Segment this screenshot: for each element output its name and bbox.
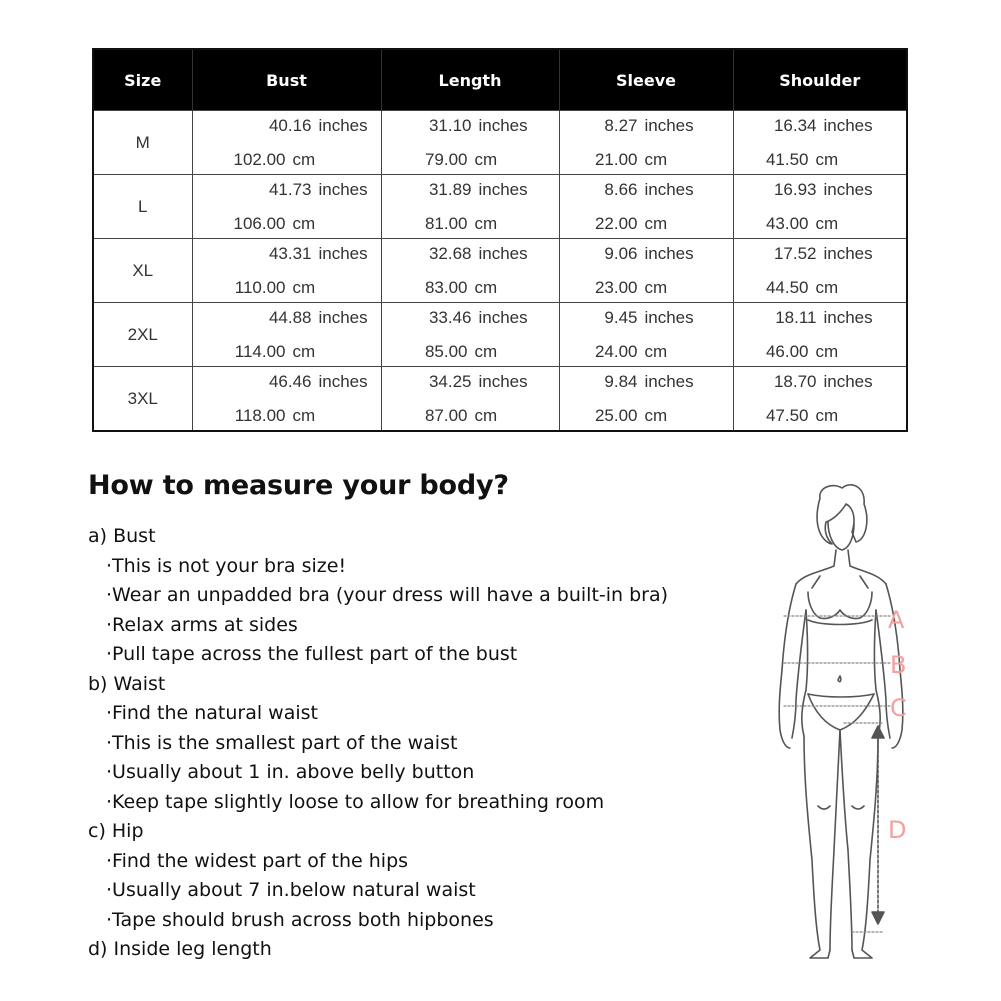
tip-text: Find the natural waist	[112, 702, 318, 724]
section-label: b) Waist	[88, 672, 166, 695]
sleeve-inches-value: 9.84	[604, 371, 638, 391]
sleeve-cm-value: 23.00	[594, 277, 638, 297]
bust-cell	[192, 367, 381, 432]
unit-cm: cm	[292, 405, 316, 425]
tip-item	[88, 906, 738, 936]
shoulder-inches-value: 16.34	[773, 115, 817, 135]
unit-cm: cm	[474, 341, 498, 361]
unit-cm: cm	[815, 213, 839, 233]
length-cm-value: 85.00	[424, 341, 468, 361]
guide-title: How to measure your body?	[88, 470, 509, 501]
tip-item	[88, 729, 738, 759]
tip-item	[88, 758, 738, 788]
tip-item	[88, 611, 738, 641]
unit-cm: cm	[815, 277, 839, 297]
length-cm-value: 87.00	[424, 405, 468, 425]
tip-item	[88, 788, 738, 818]
bust-cm-value: 110.00	[234, 277, 286, 297]
bust-cell	[192, 175, 381, 239]
tip-text: Usually about 1 in. above belly button	[112, 761, 475, 783]
unit-inches: inches	[644, 371, 694, 391]
sleeve-cell	[559, 111, 733, 175]
unit-cm: cm	[644, 341, 668, 361]
unit-cm: cm	[474, 277, 498, 297]
table-row	[93, 175, 907, 239]
unit-inches: inches	[318, 179, 368, 199]
sleeve-inches-value: 8.66	[604, 179, 638, 199]
section-label: d) Inside leg length	[88, 938, 272, 960]
shoulder-cell	[733, 303, 907, 367]
bust-cell	[192, 239, 381, 303]
shoulder-cm-value: 47.50	[765, 405, 809, 425]
unit-inches: inches	[478, 371, 528, 391]
tip-item	[88, 552, 738, 582]
shoulder-inches-value: 17.52	[773, 243, 817, 263]
length-cell	[381, 367, 559, 432]
bust-cm-value: 106.00	[233, 213, 286, 233]
table-row	[93, 303, 907, 367]
tip-item	[88, 876, 738, 906]
length-cell	[381, 111, 559, 175]
sleeve-inches-value: 9.45	[604, 307, 638, 327]
tip-text: Wear an unpadded bra (your dress will have a built-in bra)	[112, 584, 669, 606]
shoulder-cm-value: 41.50	[765, 149, 809, 169]
table-row	[93, 239, 907, 303]
length-inches-value: 31.10	[428, 115, 472, 135]
header-shoulder: Shoulder	[733, 49, 907, 111]
body-outline-icon	[760, 480, 960, 980]
unit-cm: cm	[644, 149, 668, 169]
unit-inches: inches	[318, 243, 368, 263]
tip-text: Pull tape across the fullest part of the bust	[112, 643, 518, 665]
sleeve-cm-value: 24.00	[594, 341, 638, 361]
table-header-row	[93, 49, 907, 111]
unit-cm: cm	[815, 149, 839, 169]
unit-inches: inches	[478, 307, 528, 327]
unit-cm: cm	[474, 405, 498, 425]
size-chart-table	[92, 48, 908, 432]
section-label: c) Hip	[88, 820, 144, 842]
bust-cm-value: 118.00	[234, 405, 286, 425]
sleeve-cell	[559, 367, 733, 432]
shoulder-cm-value: 43.00	[765, 213, 809, 233]
length-inches-value: 31.89	[428, 179, 472, 199]
tip-text: Find the widest part of the hips	[112, 849, 409, 872]
unit-inches: inches	[823, 371, 873, 391]
length-cell	[381, 175, 559, 239]
bust-cell	[192, 111, 381, 175]
bust-cm-value: 114.00	[234, 341, 286, 361]
unit-inches: inches	[644, 243, 694, 263]
tip-item	[88, 699, 738, 729]
unit-inches: inches	[644, 179, 694, 199]
table-row	[93, 111, 907, 175]
unit-inches: inches	[823, 243, 873, 263]
size-label: 3XL	[93, 367, 192, 432]
unit-inches: inches	[823, 307, 873, 327]
unit-inches: inches	[478, 243, 528, 263]
length-inches-value: 34.25	[428, 371, 472, 391]
bust-inches-value: 46.46	[268, 371, 312, 391]
sleeve-inches-value: 8.27	[604, 115, 638, 135]
unit-inches: inches	[823, 115, 873, 135]
unit-cm: cm	[815, 405, 839, 425]
bust-inches-value: 43.31	[268, 243, 312, 263]
shoulder-inches-value: 16.93	[773, 179, 817, 199]
unit-inches: inches	[318, 371, 368, 391]
letter-c: C	[890, 694, 907, 722]
shoulder-inches-value: 18.70	[773, 371, 817, 391]
tip-text: Usually about 7 in.below natural waist	[112, 879, 476, 901]
sleeve-inches-value: 9.06	[604, 243, 638, 263]
shoulder-cm-value: 46.00	[765, 341, 809, 361]
unit-cm: cm	[292, 341, 316, 361]
unit-inches: inches	[318, 307, 368, 327]
tip-item	[88, 640, 738, 670]
letter-d: D	[888, 816, 907, 844]
size-label: L	[93, 175, 192, 239]
length-inches-value: 32.68	[428, 243, 472, 263]
length-cell	[381, 303, 559, 367]
unit-cm: cm	[815, 341, 839, 361]
bust-cell	[192, 303, 381, 367]
bust-inches-value: 40.16	[268, 115, 312, 135]
unit-cm: cm	[644, 213, 668, 233]
sleeve-cm-value: 22.00	[594, 213, 638, 233]
shoulder-cell	[733, 111, 907, 175]
sleeve-cell	[559, 239, 733, 303]
unit-inches: inches	[478, 179, 528, 199]
bust-inches-value: 44.88	[268, 307, 312, 327]
unit-inches: inches	[823, 179, 873, 199]
tip-text: This is not your bra size!	[112, 554, 347, 577]
shoulder-cell	[733, 175, 907, 239]
sleeve-cell	[559, 303, 733, 367]
unit-cm: cm	[292, 149, 316, 169]
bust-cm-value: 102.00	[233, 149, 286, 169]
header-bust: Bust	[192, 49, 381, 111]
tip-text: Relax arms at sides	[112, 613, 298, 636]
size-label: 2XL	[93, 303, 192, 367]
tip-item	[88, 581, 738, 611]
shoulder-inches-value: 18.11	[775, 307, 817, 327]
header-sleeve: Sleeve	[559, 49, 733, 111]
header-length: Length	[381, 49, 559, 111]
unit-inches: inches	[644, 115, 694, 135]
section-label: a) Bust	[88, 525, 156, 547]
shoulder-cm-value: 44.50	[765, 277, 809, 297]
tip-item	[88, 847, 738, 877]
length-inches-value: 33.46	[428, 307, 472, 327]
letter-b: B	[890, 651, 907, 679]
shoulder-cell	[733, 367, 907, 432]
tip-text: Keep tape slightly loose to allow for breathing room	[112, 790, 605, 813]
length-cm-value: 81.00	[424, 213, 468, 233]
size-label: XL	[93, 239, 192, 303]
tip-text: Tape should brush across both hipbones	[112, 908, 494, 931]
table-row	[93, 367, 907, 432]
letter-a: A	[888, 606, 905, 634]
unit-cm: cm	[474, 149, 498, 169]
unit-inches: inches	[318, 115, 368, 135]
sleeve-cm-value: 25.00	[594, 405, 638, 425]
unit-inches: inches	[644, 307, 694, 327]
unit-cm: cm	[474, 213, 498, 233]
unit-cm: cm	[292, 277, 316, 297]
unit-inches: inches	[478, 115, 528, 135]
unit-cm: cm	[644, 277, 668, 297]
length-cell	[381, 239, 559, 303]
header-size: Size	[93, 49, 192, 111]
bust-inches-value: 41.73	[268, 179, 312, 199]
tip-text: This is the smallest part of the waist	[112, 731, 458, 754]
sleeve-cell	[559, 175, 733, 239]
unit-cm: cm	[292, 213, 316, 233]
unit-cm: cm	[644, 405, 668, 425]
measure-steps	[88, 522, 738, 965]
shoulder-cell	[733, 239, 907, 303]
length-cm-value: 79.00	[424, 149, 468, 169]
length-cm-value: 83.00	[424, 277, 468, 297]
size-label: M	[93, 111, 192, 175]
sleeve-cm-value: 21.00	[594, 149, 638, 169]
